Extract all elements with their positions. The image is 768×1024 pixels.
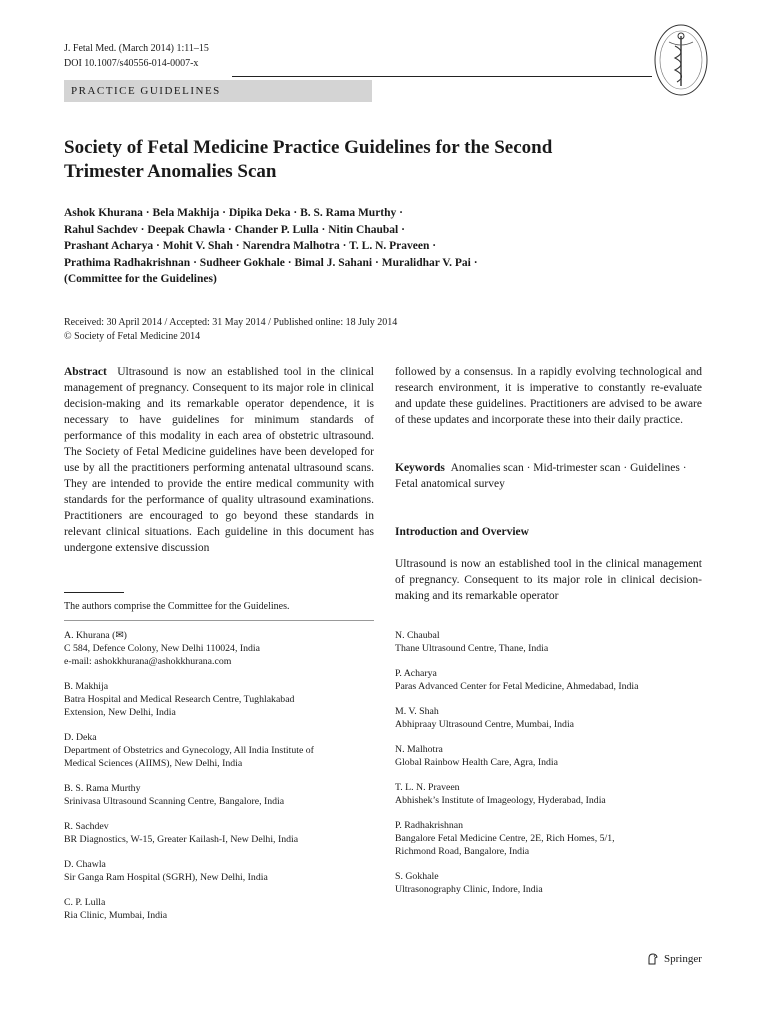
affiliation-name: P. Acharya xyxy=(395,668,437,679)
affiliation-entry xyxy=(395,705,705,731)
affiliation-entry xyxy=(395,667,705,693)
affiliation-name: A. Khurana (✉) xyxy=(64,630,127,641)
copyright-line: © Society of Fetal Medicine 2014 xyxy=(64,331,201,342)
affiliation-line: Bangalore Fetal Medicine Centre, 2E, Rich Homes, 5/1, xyxy=(395,833,615,844)
affiliation-name: N. Chaubal xyxy=(395,630,440,641)
keywords xyxy=(395,460,702,492)
affiliation-line: Ria Clinic, Mumbai, India xyxy=(64,910,168,921)
affiliation-entry xyxy=(64,680,364,719)
footnote-rule xyxy=(64,592,124,593)
intro-text: Ultrasound is now an established tool in the clinical management of pregnancy. Consequent to its major role in clinical decision-making and its remarkable operator xyxy=(395,558,702,602)
affiliation-line: Extension, New Delhi, India xyxy=(64,707,176,718)
title-line: Society of Fetal Medicine Practice Guidelines for the Second xyxy=(64,137,553,158)
journal-citation-block xyxy=(64,41,209,71)
intro-heading: Introduction and Overview xyxy=(395,526,529,538)
affiliation-name: D. Chawla xyxy=(64,859,106,870)
affiliation-email[interactable]: e-mail: ashokkhurana@ashokkhurana.com xyxy=(64,656,232,667)
date-history: Received: 30 April 2014 / Accepted: 31 May 2014 / Published online: 18 July 2014 xyxy=(64,317,398,328)
affiliation-name: N. Malhotra xyxy=(395,744,443,755)
keywords-label: Keywords xyxy=(395,462,445,474)
affiliation-line: Abhishek’s Institute of Imageology, Hyderabad, India xyxy=(395,795,606,806)
affiliation-name: T. L. N. Praveen xyxy=(395,782,460,793)
header-rule xyxy=(232,76,652,77)
affiliation-rule xyxy=(64,620,374,621)
affiliation-line: Richmond Road, Bangalore, India xyxy=(395,846,530,857)
abstract-text: Ultrasound is now an established tool in the clinical management of pregnancy. Consequent to its major role in clinical decision-making and its remarkable operator dependence, it is necessary to have guidelines for minimum standards of performance of this modality in each area of obstetric ultrasound. The Society of Fetal Medicine guidelines have been developed for use by all the practitioners performing antenatal ultrasound scans. They are intended to provide the entire medical community with standards for the performance of quality ultrasound examinations. Practitioners are encouraged to go beyond these standards in relevant clinical situations. Each guideline in this document has undergone extensive discussion xyxy=(64,366,374,554)
affiliation-entry xyxy=(64,820,364,846)
affiliation-name: M. V. Shah xyxy=(395,706,439,717)
affiliation-line: BR Diagnostics, W-15, Greater Kailash-I, New Delhi, India xyxy=(64,834,299,845)
affiliations-right xyxy=(395,629,705,908)
publisher-name: Springer xyxy=(664,953,702,965)
author-line: Prashant Acharya · Mohit V. Shah · Narendra Malhotra · T. L. N. Praveen · xyxy=(64,240,437,252)
affiliation-name: B. S. Rama Murthy xyxy=(64,783,141,794)
affiliation-entry xyxy=(395,819,705,858)
affiliation-name: S. Gokhale xyxy=(395,871,439,882)
affiliation-entry xyxy=(64,782,364,808)
section-banner: PRACTICE GUIDELINES xyxy=(64,80,372,102)
affiliation-line: Thane Ultrasound Centre, Thane, India xyxy=(395,643,549,654)
author-line: Prathima Radhakrishnan · Sudheer Gokhale · Bimal J. Sahani · Muralidhar V. Pai · xyxy=(64,256,478,269)
affiliation-line: Department of Obstetrics and Gynecology, All India Institute of xyxy=(64,745,314,756)
author-list xyxy=(64,205,534,288)
affiliation-name: D. Deka xyxy=(64,732,97,743)
journal-citation: J. Fetal Med. (March 2014) 1:11–15 xyxy=(64,43,209,54)
publisher-mark xyxy=(646,952,702,966)
affiliation-entry xyxy=(64,629,364,668)
affiliation-line: Srinivasa Ultrasound Scanning Centre, Bangalore, India xyxy=(64,796,285,807)
society-seal-icon xyxy=(653,22,709,98)
affiliation-entry xyxy=(395,629,705,655)
affiliation-entry xyxy=(395,781,705,807)
abstract-right-column: followed by a consensus. In a rapidly evolving technological and research environment, it is imperative to constantly re-evaluate and update these guidelines. Practitioners are advised to be aware of these updates and incorporate these into their daily practice. xyxy=(395,366,702,426)
abstract-label: Abstract xyxy=(64,366,107,378)
affiliation-line: Batra Hospital and Medical Research Centre, Tughlakabad xyxy=(64,694,295,705)
affiliation-line: Ultrasonography Clinic, Indore, India xyxy=(395,884,543,895)
footnote: The authors comprise the Committee for the Guidelines. xyxy=(64,601,290,612)
author-line: (Committee for the Guidelines) xyxy=(64,273,217,285)
springer-horse-icon xyxy=(646,952,660,966)
affiliation-name: C. P. Lulla xyxy=(64,897,106,908)
keywords-text: Anomalies scan · Mid-trimester scan · Guidelines · Fetal anatomical survey xyxy=(395,462,687,490)
affiliation-line: Sir Ganga Ram Hospital (SGRH), New Delhi, India xyxy=(64,872,268,883)
journal-doi: DOI 10.1007/s40556-014-0007-x xyxy=(64,58,199,69)
abstract-left-column xyxy=(64,364,374,556)
affiliation-line: Global Rainbow Health Care, Agra, India xyxy=(395,757,558,768)
affiliation-entry xyxy=(395,870,705,896)
affiliation-entry xyxy=(64,858,364,884)
affiliation-line: Paras Advanced Center for Fetal Medicine, Ahmedabad, India xyxy=(395,681,639,692)
author-line: Rahul Sachdev · Deepak Chawla · Chander P. Lulla · Nitin Chaubal · xyxy=(64,223,405,236)
affiliations-left xyxy=(64,629,364,934)
affiliation-name: R. Sachdev xyxy=(64,821,109,832)
affiliation-name: P. Radhakrishnan xyxy=(395,820,464,831)
affiliation-line: Abhipraay Ultrasound Centre, Mumbai, India xyxy=(395,719,575,730)
affiliation-name: B. Makhija xyxy=(64,681,109,692)
article-title xyxy=(64,136,684,184)
affiliation-line: C 584, Defence Colony, New Delhi 110024, India xyxy=(64,643,260,654)
affiliation-entry xyxy=(395,743,705,769)
affiliation-entry xyxy=(64,731,364,770)
affiliation-entry xyxy=(64,896,364,922)
title-line: Trimester Anomalies Scan xyxy=(64,161,277,182)
author-line: Ashok Khurana · Bela Makhija · Dipika Deka · B. S. Rama Murthy · xyxy=(64,207,403,219)
affiliation-line: Medical Sciences (AIIMS), New Delhi, India xyxy=(64,758,243,769)
publication-dates xyxy=(64,316,397,344)
